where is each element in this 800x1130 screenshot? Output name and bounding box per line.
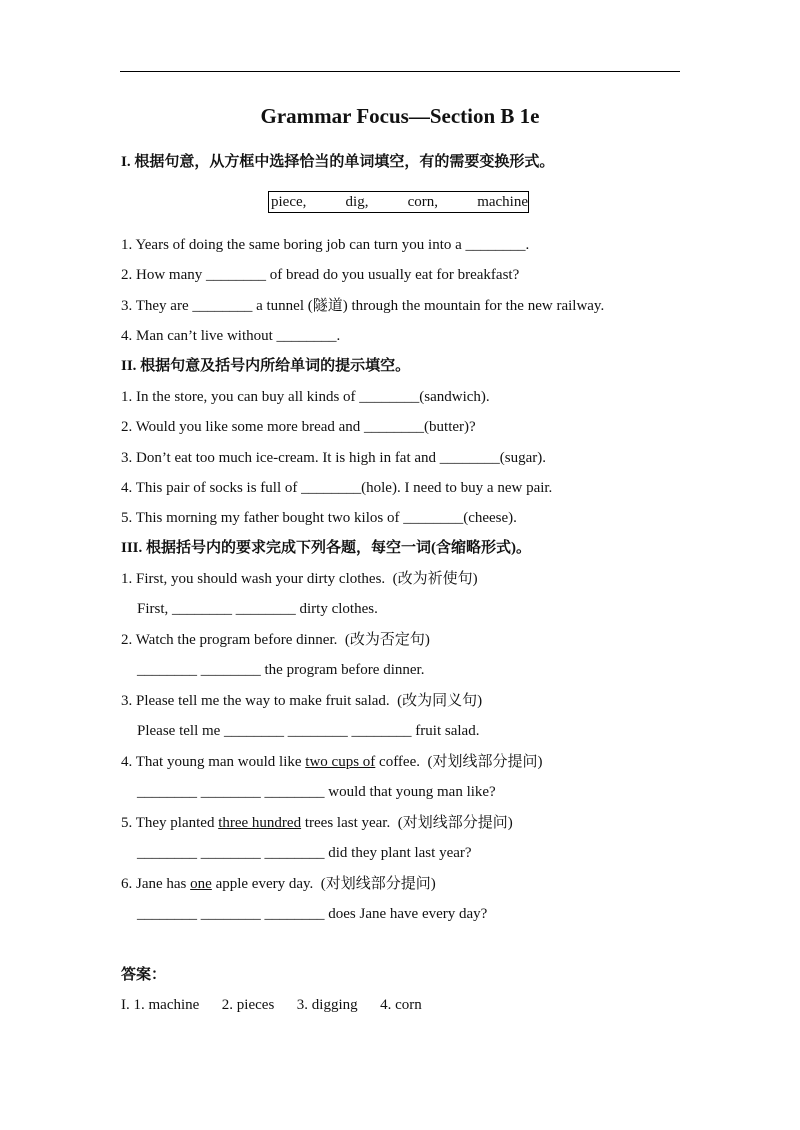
part3-answer-line: ________ ________ ________ does Jane have every day? [137, 906, 488, 922]
part1-heading: I. 根据句意，从方框中选择恰当的单词填空，有的需要变换形式。 [121, 154, 555, 170]
part1-item: 2. How many ________ of bread do you usually eat for breakfast? [121, 267, 520, 283]
part2-heading: II. 根据句意及括号内所给单词的提示填空。 [121, 358, 411, 374]
question-text: 4. That young man would like [121, 754, 306, 770]
question-text: 5. They planted [121, 815, 219, 831]
part3-question: 2. Watch the program before dinner. (改为否定句) [121, 632, 430, 648]
page-title: Grammar Focus—Section B 1e [260, 104, 540, 128]
part2-item: 2. Would you like some more bread and ________(butter)? [121, 419, 476, 435]
part2-item: 5. This morning my father bought two kilos of ________(cheese). [121, 510, 517, 526]
word-box-word: dig, [345, 193, 369, 210]
part3-question: 3. Please tell me the way to make fruit salad. (改为同义句) [121, 693, 483, 709]
top-rule [120, 71, 680, 72]
underlined-phrase: two cups of [305, 754, 376, 770]
part3-question [121, 874, 436, 894]
part3-question: 1. First, you should wash your dirty clothes. (改为祈使句) [121, 571, 478, 587]
part1-item: 4. Man can’t live without ________. [121, 328, 341, 344]
part1-item: 1. Years of doing the same boring job can turn you into a ________. [121, 237, 530, 253]
answers-line: I. 1. machine 2. pieces 3. digging 4. corn [121, 997, 422, 1013]
question-text: trees last year. (对划线部分提问) [301, 815, 513, 831]
word-box-word: machine [477, 193, 528, 210]
part3-question [121, 752, 542, 772]
part2-item: 1. In the store, you can buy all kinds of ________(sandwich). [121, 389, 490, 405]
underlined-phrase: one [190, 876, 212, 892]
part3-answer-line: ________ ________ ________ did they plant last year? [137, 845, 472, 861]
underlined-phrase: three hundred [218, 815, 302, 831]
part2-item: 3. Don’t eat too much ice-cream. It is high in fat and ________(sugar). [121, 450, 547, 466]
word-box-word: piece, [271, 193, 307, 210]
part3-heading: III. 根据括号内的要求完成下列各题，每空一词(含缩略形式)。 [121, 540, 532, 556]
question-text: 6. Jane has [121, 876, 191, 892]
part3-question [121, 813, 513, 833]
part3-answer-line: Please tell me ________ ________ ________ fruit salad. [137, 723, 480, 739]
part2-item: 4. This pair of socks is full of ________(hole). I need to buy a new pair. [121, 480, 553, 496]
question-text: apple every day. (对划线部分提问) [211, 876, 436, 892]
answers-heading: 答案： [121, 967, 167, 983]
question-text: coffee. (对划线部分提问) [375, 754, 543, 770]
word-box [268, 191, 529, 213]
part3-answer-line: ________ ________ the program before dinner. [137, 662, 425, 678]
part3-answer-line: First, ________ ________ dirty clothes. [137, 601, 378, 617]
word-box-word: corn, [407, 193, 439, 210]
part3-answer-line: ________ ________ ________ would that young man like? [137, 784, 496, 800]
part1-item: 3. They are ________ a tunnel (隧道) through the mountain for the new railway. [121, 298, 605, 314]
